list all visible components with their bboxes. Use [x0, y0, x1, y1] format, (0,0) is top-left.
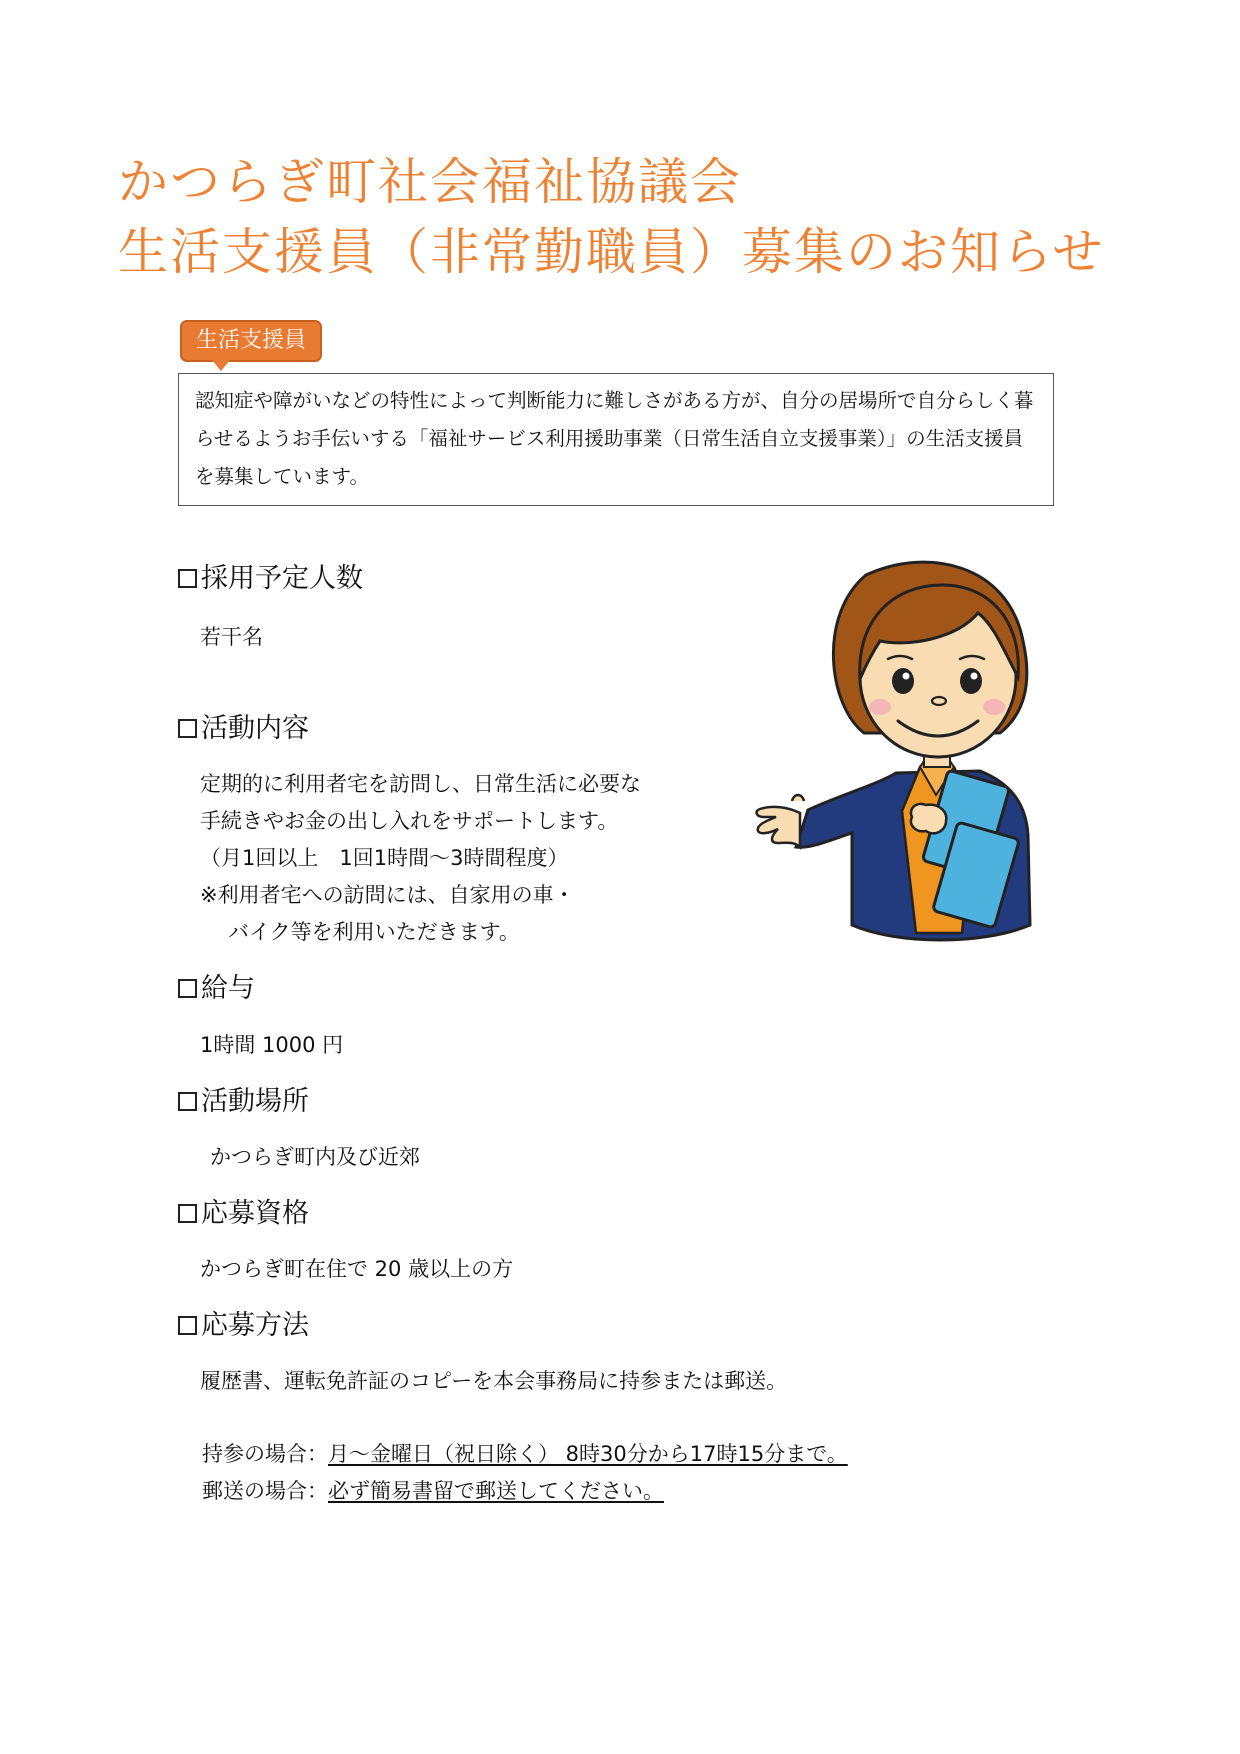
carry-in-line — [202, 1436, 848, 1473]
section-heading-qualification-label: 応募資格 — [201, 1198, 309, 1229]
section-heading-activity — [178, 712, 309, 746]
mail-label: 郵送の場合： — [202, 1479, 328, 1503]
qualification-text: かつらぎ町在住で 20 歳以上の方 — [200, 1257, 514, 1281]
carry-in-label: 持参の場合： — [202, 1442, 328, 1466]
page-title-line-1: かつらぎ町社会福祉協議会 — [118, 153, 742, 211]
count-text: 若干名 — [200, 625, 263, 649]
mail-line — [202, 1473, 664, 1510]
section-heading-method-label: 応募方法 — [201, 1310, 309, 1341]
checkbox-square-icon — [178, 569, 197, 588]
intro-box: 認知症や障がいなどの特性によって判断能力に難しさがある方が、自分の居場所で自分らしく暮らせるようお手伝いする「福祉サービス利用援助事業（日常生活自立支援事業）」の生活支援員を募集しています。 — [178, 373, 1054, 506]
activity-line: 定期的に利用者宅を訪問し、日常生活に必要な — [200, 772, 641, 796]
hand-right — [911, 804, 946, 833]
activity-line: （月1回以上 1回1時間～3時間程度） — [200, 846, 569, 870]
checkbox-square-icon — [178, 979, 197, 998]
place-text: かつらぎ町内及び近郊 — [210, 1145, 420, 1169]
eye-right — [960, 668, 982, 694]
cheek-right — [983, 699, 1005, 715]
section-heading-qualification — [178, 1197, 309, 1231]
checkbox-square-icon — [178, 719, 197, 738]
section-heading-salary-label: 給与 — [201, 973, 255, 1004]
staff-woman-illustration — [748, 555, 1070, 945]
activity-line: ※利用者宅への訪問には、自家用の車・ — [200, 883, 575, 907]
salary-text: 1時間 1000 円 — [200, 1033, 344, 1057]
checkbox-square-icon — [178, 1092, 197, 1111]
section-heading-count — [178, 562, 363, 596]
mail-instruction: 必ず簡易書留で郵送してください。 — [328, 1479, 664, 1503]
activity-line: 手続きやお金の出し入れをサポートします。 — [200, 809, 619, 833]
section-heading-place — [178, 1085, 309, 1119]
method-text: 履歴書、運転免許証のコピーを本会事務局に持参または郵送。 — [200, 1369, 788, 1393]
carry-in-hours: 月～金曜日（祝日除く） 8時30分から17時15分まで。 — [328, 1442, 848, 1466]
eye-left — [892, 668, 914, 694]
section-heading-salary — [178, 972, 255, 1006]
role-tag-pointer — [212, 360, 230, 371]
activity-line: バイク等を利用いただきます。 — [228, 920, 520, 944]
section-heading-place-label: 活動場所 — [201, 1086, 309, 1117]
checkbox-square-icon — [178, 1316, 197, 1335]
section-heading-method — [178, 1309, 309, 1343]
hand-left — [757, 807, 800, 847]
cheek-left — [869, 699, 891, 715]
section-heading-count-label: 採用予定人数 — [201, 563, 363, 594]
role-tag: 生活支援員 — [180, 320, 322, 362]
checkbox-square-icon — [178, 1204, 197, 1223]
section-heading-activity-label: 活動内容 — [201, 713, 309, 744]
page-title-line-2: 生活支援員（非常勤職員）募集のお知らせ — [118, 223, 1105, 281]
